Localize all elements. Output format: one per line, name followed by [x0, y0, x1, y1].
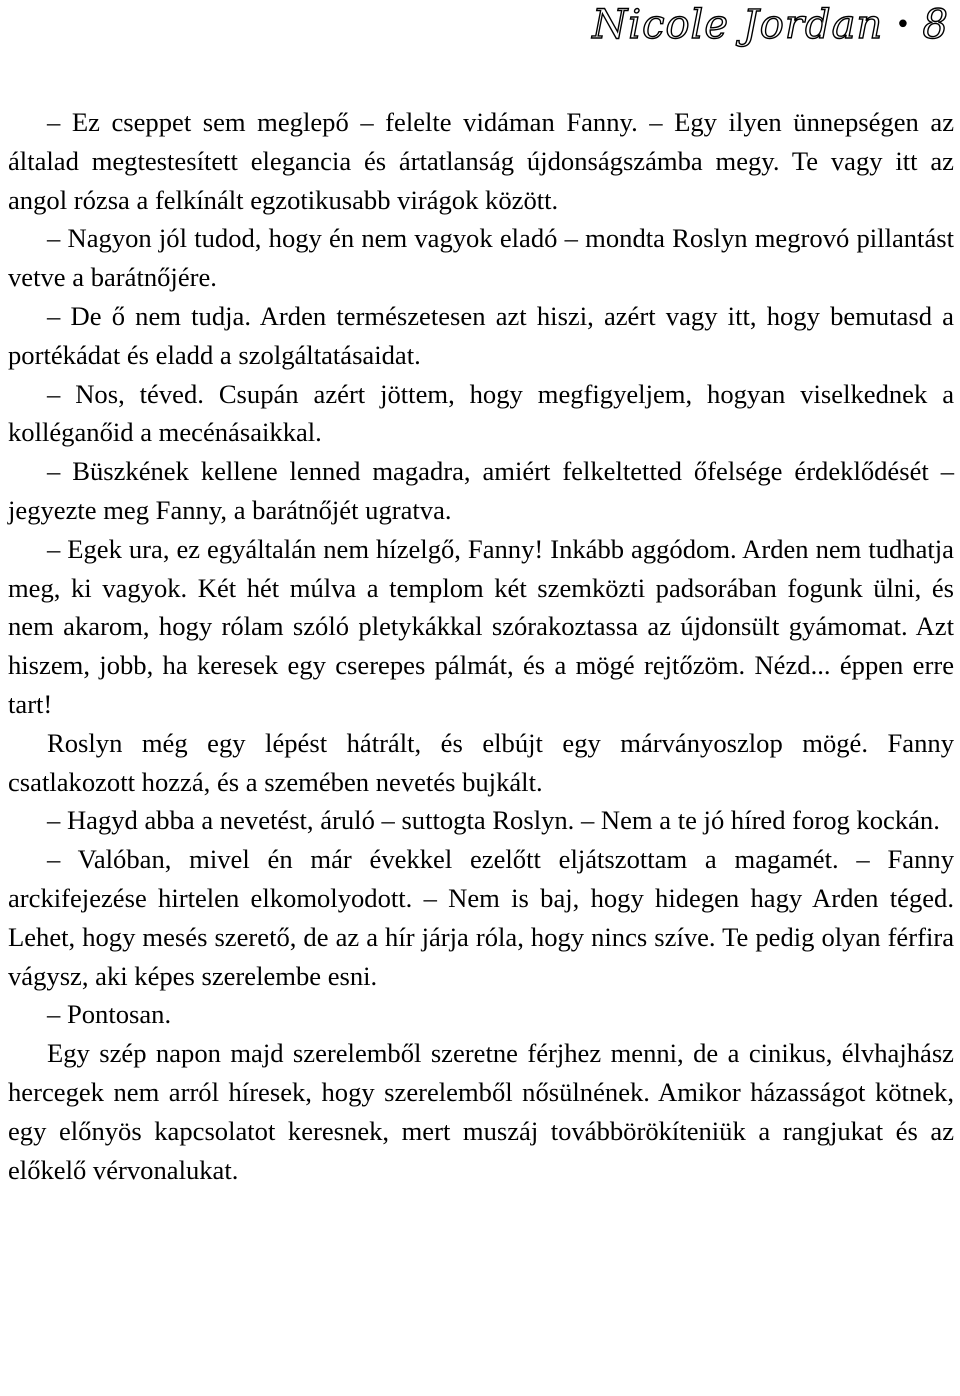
paragraph-4: – Nos, téved. Csupán azért jöttem, hogy megfigyeljem, hogyan viselkednek a kolléganőid a mecénásaikkal. [8, 378, 954, 448]
paragraph-9: – Valóban, mivel én már évekkel ezelőtt eljátszottam a magamét. – Fanny arckifejezése hirtelen elkomolyodott. – Nem is baj, hogy hidegen hagy Arden téged. Lehet, hogy mesés szerető, de az a hír járja róla, hogy nincs szíve. Te pedig olyan férfira vágysz, aki képes szerelembe esni. [8, 844, 954, 991]
paragraph-3: – De ő nem tudja. Arden természetesen azt hiszi, azért vagy itt, hogy bemutasd a portékádat és eladd a szolgáltatásaidat. [8, 300, 954, 370]
body-text [8, 103, 954, 1189]
running-head-separator: • [895, 10, 911, 40]
paragraph-2: – Nagyon jól tudod, hogy én nem vagyok eladó – mondta Roslyn megrovó pillantást vetve a barátnőjére. [8, 223, 954, 293]
paragraph-11: Egy szép napon majd szerelemből szeretne férjhez menni, de a cinikus, élvhajhász hercegek nem arról híresek, hogy szerelemből nősülnének. Amikor házasságot kötnek, egy előnyös kapcsolatot keresnek, mert muszáj továbbörökíteniük a rangjukat és az előkelő vérvonalukat. [8, 1038, 954, 1185]
paragraph-5: – Büszkének kellene lenned magadra, amiért felkeltetted őfelsége érdeklődését – jegyezte meg Fanny, a barátnőjét ugratva. [8, 456, 954, 525]
paragraph-1: – Ez cseppet sem meglepő – felelte vidáman Fanny. – Egy ilyen ünnepségen az általad megtestesített elegancia és ártatlanság újdonságszámba megy. Te vagy itt az angol rózsa a felkínált egzotikusabb virágok között. [8, 107, 954, 215]
paragraph-6: – Egek ura, ez egyáltalán nem hízelgő, Fanny! Inkább aggódom. Arden nem tudhatja meg, ki vagyok. Két hét múlva a templom két szemközti padsorában fogunk ülni, és nem akarom, hogy rólam szóló pletykákkal szórakoztassa az újdonsült gyámomat. Azt hiszem, jobb, ha keresek egy cserepes pálmát, és a mögé rejtőzöm. Nézd... éppen erre tart! [8, 533, 954, 719]
paragraph-8: – Hagyd abba a nevetést, áruló – suttogta Roslyn. – Nem a te jó híred forog kockán. [47, 805, 940, 836]
paragraph-10: – Pontosan. [47, 999, 172, 1030]
page-header [592, 0, 948, 50]
page-number: 8 [922, 2, 948, 48]
running-head-author: Nicole Jordan [592, 2, 884, 48]
paragraph-7: Roslyn még egy lépést hátrált, és elbújt egy márványoszlop mögé. Fanny csatlakozott hozzá, és a szemében nevetés bujkált. [8, 727, 954, 797]
